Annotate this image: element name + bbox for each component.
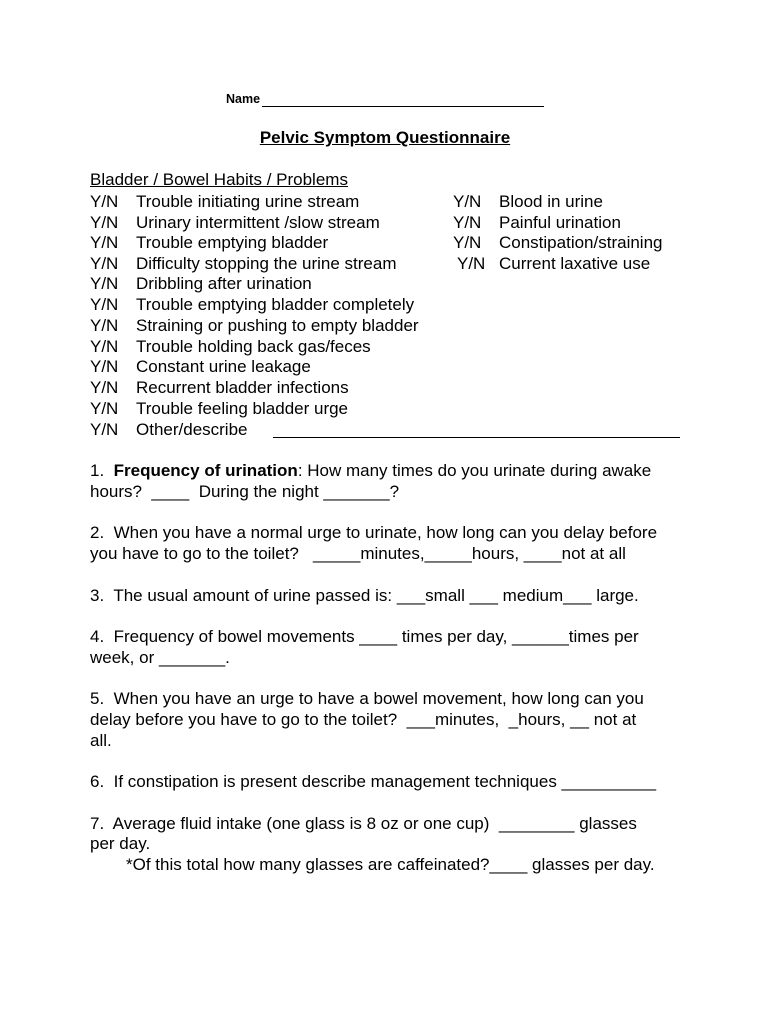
yn-toggle[interactable]: Y/N [90, 357, 119, 376]
checklist-item-label: Difficulty stopping the urine stream [136, 254, 397, 273]
question-3-line-1[interactable]: 3. The usual amount of urine passed is: ___small ___ medium___ large. [90, 586, 639, 605]
checklist-item-label: Trouble emptying bladder completely [136, 295, 415, 314]
yn-toggle[interactable]: Y/N [90, 316, 119, 335]
yn-toggle[interactable]: Y/N [90, 295, 119, 314]
question-5-line-3: all. [90, 731, 112, 750]
section-title: Bladder / Bowel Habits / Problems [90, 170, 348, 189]
question-1-text: : How many times do you urinate during awake [297, 461, 652, 480]
yn-toggle[interactable]: Y/N [90, 337, 119, 356]
checklist-item-label: Straining or pushing to empty bladder [136, 316, 419, 335]
yn-toggle[interactable]: Y/N [90, 213, 119, 232]
yn-toggle[interactable]: Y/N [90, 233, 119, 252]
question-2-line-2[interactable]: you have to go to the toilet? _____minutes,_____hours, ____not at all [90, 544, 626, 563]
checklist-item-label: Other/describe [136, 420, 248, 439]
name-label: Name [226, 92, 261, 106]
question-1-line-1 [90, 460, 651, 481]
yn-toggle[interactable]: Y/N [90, 274, 119, 293]
checklist-item-label: Current laxative use [499, 254, 651, 273]
checklist-item-label: Constipation/straining [499, 233, 663, 252]
checklist-item-label: Urinary intermittent /slow stream [136, 213, 380, 232]
yn-toggle[interactable]: Y/N [90, 420, 119, 439]
yn-toggle[interactable]: Y/N [90, 378, 119, 397]
yn-toggle[interactable]: Y/N [90, 399, 119, 418]
question-7-line-2: per day. [90, 834, 151, 853]
question-2-line-1: 2. When you have a normal urge to urinate, how long can you delay before [90, 523, 658, 542]
question-1-line-2[interactable]: hours? ____ During the night _______? [90, 482, 400, 501]
question-5-line-2[interactable]: delay before you have to go to the toilet? ___minutes, _hours, __ not at [90, 710, 637, 729]
checklist-item-label: Trouble emptying bladder [136, 233, 329, 252]
other-describe-input-line[interactable] [273, 437, 680, 438]
checklist-item-label: Trouble initiating urine stream [136, 192, 360, 211]
checklist-item-label: Constant urine leakage [136, 357, 311, 376]
checklist-item-label: Recurrent bladder infections [136, 378, 349, 397]
question-4-line-2[interactable]: week, or _______. [90, 648, 230, 667]
yn-toggle[interactable]: Y/N [90, 254, 119, 273]
page-title: Pelvic Symptom Questionnaire [259, 128, 511, 147]
checklist-item-label: Trouble feeling bladder urge [136, 399, 349, 418]
checklist-item-label: Painful urination [499, 213, 621, 232]
question-1-heading: Frequency of urination [113, 461, 298, 480]
question-7-line-1[interactable]: 7. Average fluid intake (one glass is 8 oz or one cup) ________ glasses [90, 814, 637, 833]
checklist-item-label: Trouble holding back gas/feces [136, 337, 371, 356]
yn-toggle[interactable]: Y/N [453, 213, 482, 232]
checklist-item-label: Blood in urine [499, 192, 603, 211]
question-7-line-3[interactable]: *Of this total how many glasses are caffeinated?____ glasses per day. [126, 855, 655, 874]
yn-toggle[interactable]: Y/N [453, 233, 482, 252]
question-5-line-1: 5. When you have an urge to have a bowel movement, how long can you [90, 689, 644, 708]
question-4-line-1[interactable]: 4. Frequency of bowel movements ____ times per day, ______times per [90, 627, 639, 646]
question-6-line-1[interactable]: 6. If constipation is present describe management techniques __________ [90, 772, 657, 791]
question-1-number: 1. [90, 461, 114, 480]
name-input-line[interactable] [262, 106, 544, 107]
yn-toggle[interactable]: Y/N [457, 254, 486, 273]
yn-toggle[interactable]: Y/N [90, 192, 119, 211]
checklist-item-label: Dribbling after urination [136, 274, 312, 293]
yn-toggle[interactable]: Y/N [453, 192, 482, 211]
